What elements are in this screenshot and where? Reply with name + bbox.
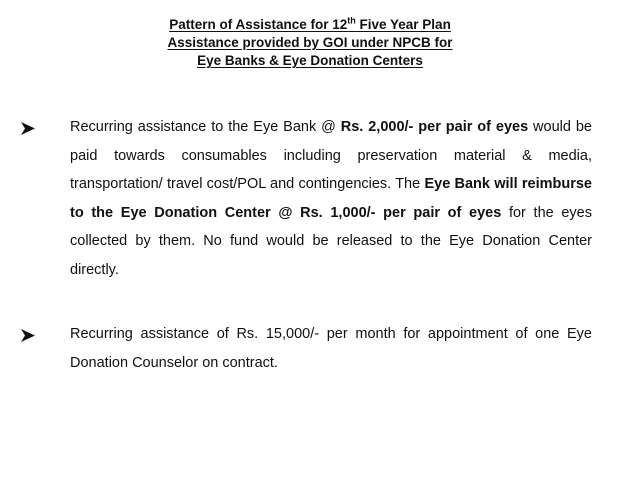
arrow-bullet-icon — [20, 121, 40, 139]
title-line-2: Assistance provided by GOI under NPCB for — [167, 35, 453, 50]
title-superscript: th — [347, 15, 356, 26]
arrow-bullet-icon — [20, 328, 40, 346]
bullet-1-text-2: would be paid towards consumables including preservation material & media, transportation/ travel cost/POL and contingencies. The — [70, 119, 592, 192]
bullet-1-bold-1: Rs. 2,000/- per pair of eyes — [340, 119, 529, 135]
bullet-1-bold-2: Eye Bank will reimburse to the Eye Donation Center @ Rs. 1,000/- per pair of eyes — [70, 176, 592, 221]
title-line-3: Eye Banks & Eye Donation Centers — [197, 53, 423, 68]
bullet-item-1 — [70, 113, 592, 284]
bullet-1-text-1: Recurring assistance to the Eye Bank @ — [70, 119, 341, 135]
bullet-item-2 — [70, 320, 592, 377]
title-line-1-tail: Five Year Plan — [355, 17, 451, 32]
bullet-2-text-1: Recurring assistance of Rs. 15,000/- per month for appointment of one Eye Donation Counselor on contract. — [70, 326, 592, 371]
bullet-1-text-3: for the eyes collected by them. No fund would be released to the Eye Donation Center directly. — [70, 204, 592, 278]
slide-title — [130, 16, 490, 70]
title-line-1-text: Pattern of Assistance for 12 — [169, 17, 348, 32]
title-line-1 — [130, 16, 490, 34]
